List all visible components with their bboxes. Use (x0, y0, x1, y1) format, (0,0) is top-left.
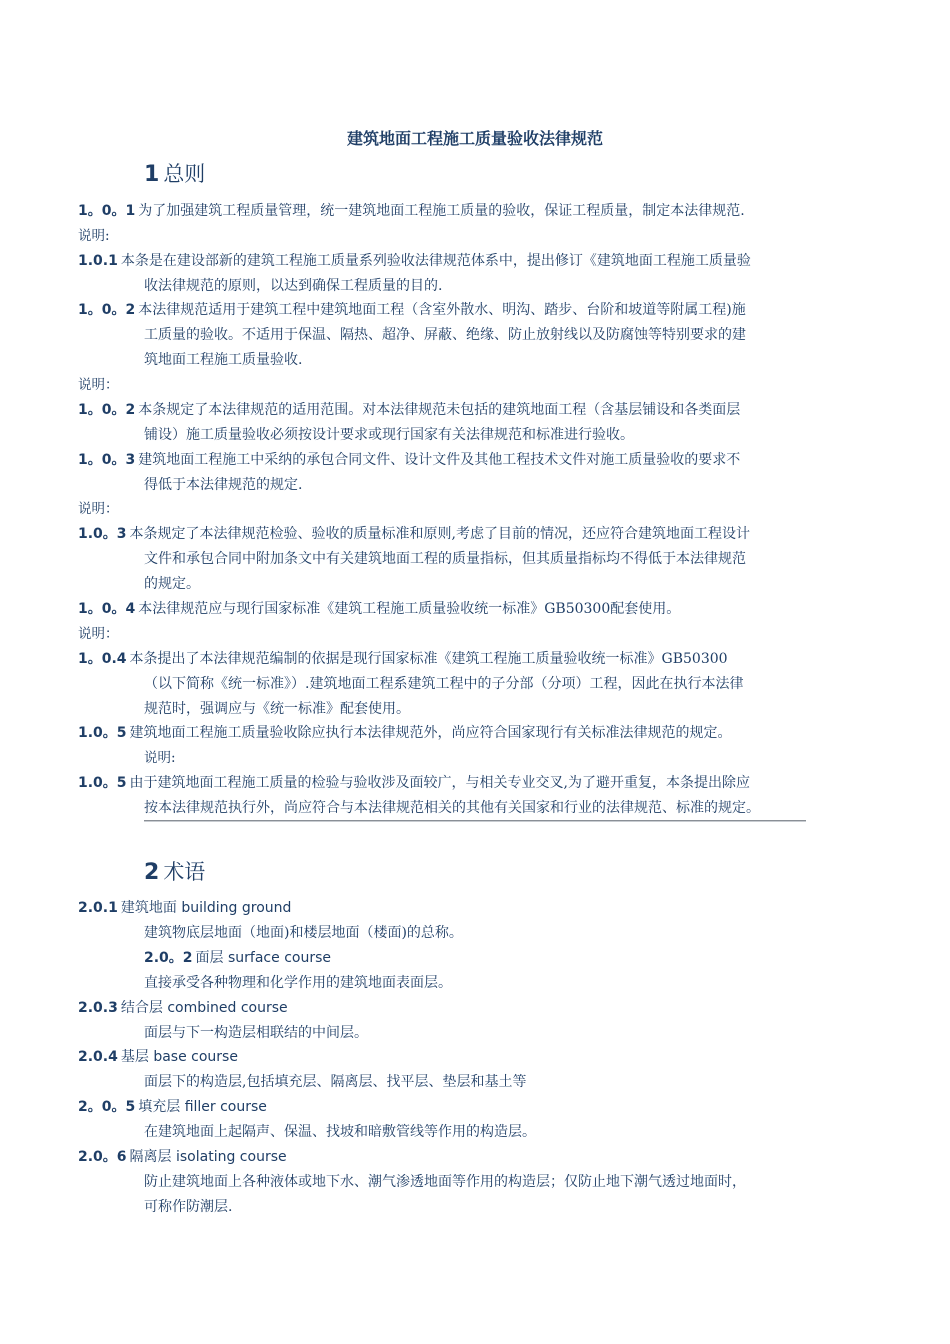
clause-text: 铺设）施工质量验收必须按设计要求或现行国家有关法律规范和标准进行验收。 (144, 427, 634, 443)
term-english: base course (153, 1049, 238, 1065)
term-number: 2。0。5 (78, 1099, 136, 1115)
clause-text: 建筑地面工程施工质量验收除应执行本法律规范外，尚应符合国家现行有关标准法律规范的规定。 (129, 725, 732, 741)
continuation-line (144, 572, 884, 597)
term-chinese: 建筑地面 (120, 900, 177, 916)
clause-text: 本条规定了本法律规范的适用范围。对本法律规范未包括的建筑地面工程（含基层铺设和各类面层 (138, 402, 741, 418)
definition-text: 建筑物底层地面（地面)和楼层地面（楼面)的总称。 (144, 925, 463, 941)
chapter-1-heading (144, 158, 205, 188)
clause-text: （以下简称《统一标准》）.建筑地面工程系建筑工程中的子分部（分项）工程，因此在执行本法律 (144, 676, 744, 692)
term-english-wrap (163, 1000, 288, 1016)
term-number: 2.0。6 (78, 1149, 127, 1165)
clause-text: 由于建筑地面工程施工质量的检验与验收涉及面较广，与相关专业交叉,为了避开重复，本条提出除应 (129, 775, 750, 791)
chapter-title: 术语 (163, 860, 206, 884)
clause-number: 1。0.4 (78, 651, 127, 667)
clause-text: 筑地面工程施工质量验收. (144, 352, 303, 368)
clause-text: 按本法律规范执行外，尚应符合与本法律规范相关的其他有关国家和行业的法律规范、标准的规定。 (144, 800, 760, 816)
term-definition (144, 1070, 884, 1095)
clause-text: 规范时，强调应与《统一标准》配套使用。 (144, 701, 410, 717)
note-label (78, 497, 818, 522)
note-label (78, 224, 818, 249)
definition-text: 面层下的构造层,包括填充层、隔离层、找平层、垫层和基土等 (144, 1074, 527, 1090)
clause-1-0-5 (78, 721, 818, 746)
term-english-wrap (180, 1099, 267, 1115)
clause-text: 的规定。 (144, 576, 200, 592)
clause-text: 收法律规范的原则，以达到确保工程质量的目的. (144, 278, 443, 294)
continuation-line (144, 274, 884, 299)
clause-text: 工质量的验收。不适用于保温、隔热、超净、屏蔽、绝缘、防止放射线以及防腐蚀等特别要求的建 (144, 327, 746, 343)
explanation-1-0-4 (78, 647, 818, 672)
term-2-0-5 (78, 1095, 818, 1120)
term-english: building ground (181, 900, 292, 916)
term-2-0-6 (78, 1145, 818, 1170)
definition-text: 防止建筑地面上各种液体或地下水、潮气渗透地面等作用的构造层；仅防止地下潮气透过地面时， (144, 1174, 746, 1190)
term-2-0-2 (144, 946, 884, 971)
term-english-wrap (149, 1049, 238, 1065)
term-definition (144, 1170, 884, 1195)
continuation-line (144, 672, 884, 697)
clause-text: 为了加强建筑工程质量管理，统一建筑地面工程施工质量的验收，保证工程质量，制定本法律规范. (138, 203, 745, 219)
clause-number: 1。0。1 (78, 203, 136, 219)
term-2-0-3 (78, 996, 818, 1021)
definition-text: 在建筑地面上起隔声、保温、找坡和暗敷管线等作用的构造层。 (144, 1124, 536, 1140)
term-2-0-1 (78, 896, 818, 921)
term-definition (144, 971, 884, 996)
explanation-1-0-2 (78, 398, 818, 423)
definition-text: 直接承受各种物理和化学作用的建筑地面表面层。 (144, 975, 452, 991)
clause-1-0-3 (78, 448, 818, 473)
term-english-wrap (224, 950, 331, 966)
term-english: surface course (228, 950, 331, 966)
continuation-line (144, 473, 884, 498)
note-label (144, 746, 884, 771)
term-chinese: 隔离层 (129, 1149, 172, 1165)
term-english-wrap (177, 900, 292, 916)
term-chinese: 结合层 (120, 1000, 163, 1016)
term-definition (144, 1120, 884, 1145)
term-number: 2.0.4 (78, 1049, 118, 1065)
explanation-1-0-1 (78, 249, 818, 274)
term-definition (144, 921, 884, 946)
term-definition (144, 1021, 884, 1046)
continuation-line (144, 423, 884, 448)
term-number: 2.0.3 (78, 1000, 118, 1016)
section-divider (144, 820, 806, 822)
chapter-title: 总则 (163, 162, 206, 186)
clause-number: 1。0。4 (78, 601, 136, 617)
chapter-2-heading (144, 856, 205, 886)
note-text: 说明： (78, 377, 119, 393)
term-chinese: 面层 (195, 950, 224, 966)
clause-text: 本条是在建设部新的建筑工程施工质量系列验收法律规范体系中，提出修订《建筑地面工程施工质量验 (120, 253, 751, 269)
definition-text: 面层与下一构造层相联结的中间层。 (144, 1025, 368, 1041)
clause-text: 得低于本法律规范的规定. (144, 477, 303, 493)
continuation-line (144, 796, 884, 821)
note-label (78, 373, 818, 398)
term-number: 2.0。2 (144, 950, 193, 966)
note-label (78, 622, 818, 647)
clause-number: 1。0。2 (78, 402, 136, 418)
explanation-1-0-3 (78, 522, 818, 547)
definition-text: 可称作防潮层. (144, 1199, 233, 1215)
clause-text: 本条提出了本法律规范编制的依据是现行国家标准《建筑工程施工质量验收统一标准》GB50300 (129, 651, 728, 667)
term-chinese: 填充层 (138, 1099, 181, 1115)
clause-text: 建筑地面工程施工中采纳的承包合同文件、设计文件及其他工程技术文件对施工质量验收的要求不 (138, 452, 741, 468)
chapter-number: 1 (144, 162, 160, 187)
continuation-line (144, 323, 884, 348)
clause-text: 文件和承包合同中附加条文中有关建筑地面工程的质量指标，但其质量指标均不得低于本法律规范 (144, 551, 746, 567)
term-english-wrap (172, 1149, 287, 1165)
note-text: 说明: (144, 750, 176, 766)
clause-number: 1.0。5 (78, 725, 127, 741)
note-text: 说明: (78, 228, 110, 244)
term-chinese: 基层 (120, 1049, 149, 1065)
clause-text: 本条规定了本法律规范检验、验收的质量标准和原则,考虑了目前的情况，还应符合建筑地面工程设计 (129, 526, 750, 542)
clause-number: 1。0。3 (78, 452, 136, 468)
clause-1-0-1 (78, 199, 818, 224)
document-title: 建筑地面工程施工质量验收法律规范 (346, 129, 603, 148)
term-english: filler course (184, 1099, 267, 1115)
chapter-number: 2 (144, 860, 160, 885)
clause-number: 1。0。2 (78, 302, 136, 318)
clause-number: 1.0。5 (78, 775, 127, 791)
term-number: 2.0.1 (78, 900, 118, 916)
explanation-1-0-5 (78, 771, 818, 796)
continuation-line (144, 348, 884, 373)
clause-number: 1.0。3 (78, 526, 127, 542)
note-text: 说明： (78, 501, 119, 517)
term-definition (144, 1195, 884, 1220)
note-text: 说明： (78, 626, 119, 642)
term-2-0-4 (78, 1045, 818, 1070)
clause-text: 本法律规范应与现行国家标准《建筑工程施工质量验收统一标准》GB50300配套使用。 (138, 601, 681, 617)
term-english: isolating course (176, 1149, 287, 1165)
term-english: combined course (167, 1000, 288, 1016)
continuation-line (144, 697, 884, 722)
clause-1-0-4 (78, 597, 818, 622)
clause-1-0-2 (78, 298, 818, 323)
continuation-line (144, 547, 884, 572)
clause-number: 1.0.1 (78, 253, 118, 269)
clause-text: 本法律规范适用于建筑工程中建筑地面工程（含室外散水、明沟、踏步、台阶和坡道等附属工程)施 (138, 302, 746, 318)
